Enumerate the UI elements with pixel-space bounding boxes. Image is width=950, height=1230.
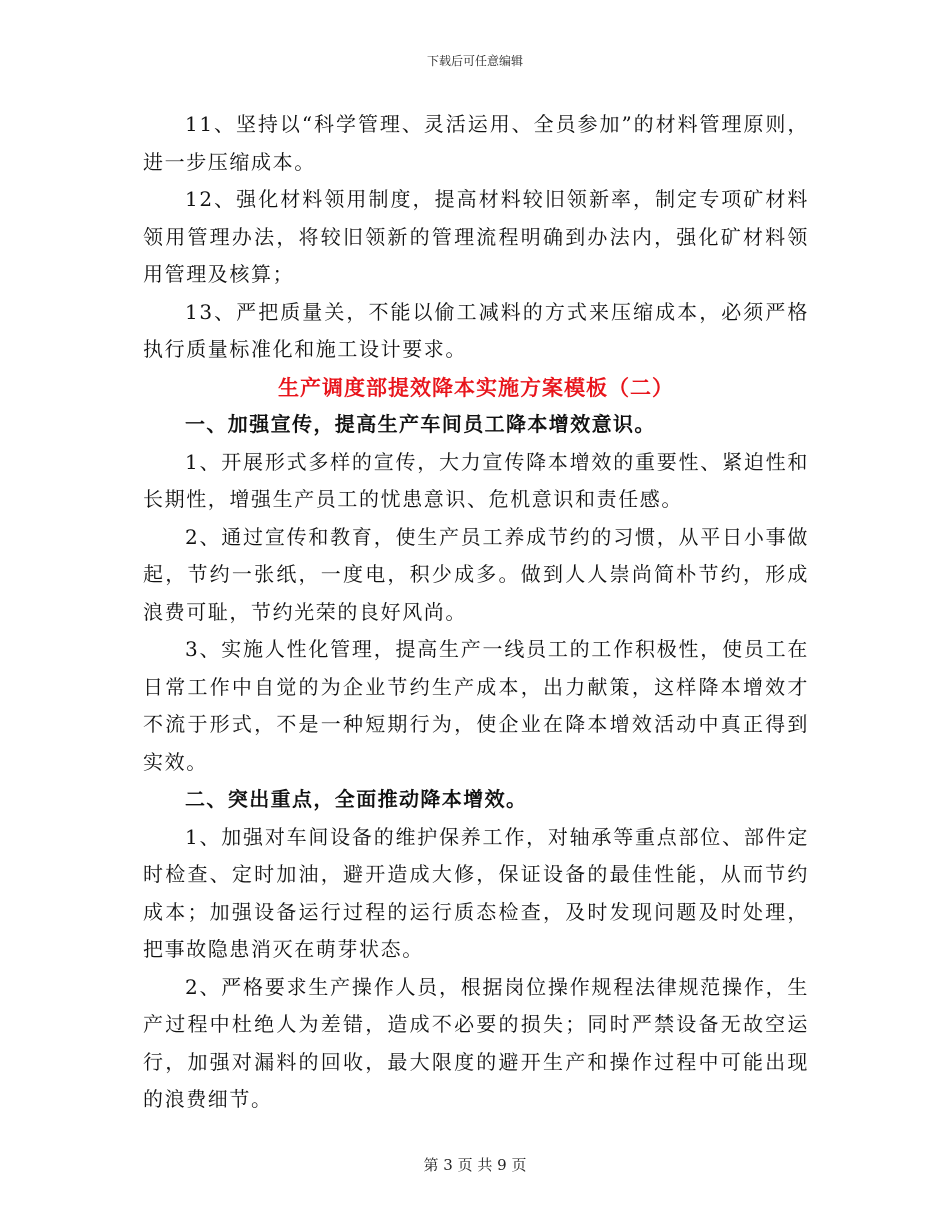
page-header: 下载后可任意编辑 [426, 54, 523, 68]
heading-1: 一、加强宣传，提高生产车间员工降本增效意识。 [185, 412, 656, 436]
heading-1-item-3: 3、实施人性化管理，提高生产一线员工的工作积极性，使员工在日常工作中自觉的为企业节约生产成本，出力献策，这样降本增效才不流于形式，不是一种短期行为，使企业在降本增效活动中真正得到实效。 [143, 637, 809, 774]
heading-1-item-2: 2、通过宣传和教育，使生产员工养成节约的习惯，从平日小事做起，节约一张纸，一度电，积少成多。做到人人崇尚简朴节约，形成浪费可耻，节约光荣的良好风尚。 [143, 524, 809, 624]
heading-1-item-1: 1、开展形式多样的宣传，大力宣传降本增效的重要性、紧迫性和长期性，增强生产员工的忧患意识、危机意识和责任感。 [143, 449, 809, 511]
document-body [143, 106, 809, 1119]
heading-2: 二、突出重点，全面推动降本增效。 [185, 787, 528, 811]
heading-2-item-2: 2、严格要求生产操作人员，根据岗位操作规程法律规范操作，生产过程中杜绝人为差错，造成不必要的损失；同时严禁设备无故空运行，加强对漏料的回收，最大限度的避开生产和操作过程中可能出现的浪费细节。 [143, 974, 809, 1111]
paragraph-11: 11、坚持以“科学管理、灵活运用、全员参加”的材料管理原则，进一步压缩成本。 [143, 112, 809, 174]
paragraph-13: 13、严把质量关，不能以偷工减料的方式来压缩成本，必须严格执行质量标准化和施工设计要求。 [143, 299, 809, 361]
heading-2-item-1: 1、加强对车间设备的维护保养工作，对轴承等重点部位、部件定时检查、定时加油，避开造成大修，保证设备的最佳性能，从而节约成本；加强设备运行过程的运行质态检查，及时发现问题及时处理，把事故隐患消灭在萌芽状态。 [143, 824, 809, 961]
page-footer: 第 3 页 共 9 页 [423, 1156, 527, 1174]
paragraph-12: 12、强化材料领用制度，提高材料较旧领新率，制定专项矿材料领用管理办法，将较旧领新的管理流程明确到办法内，强化矿材料领用管理及核算； [143, 187, 809, 286]
section-title: 生产调度部提效降本实施方案模板（二） [278, 374, 674, 400]
